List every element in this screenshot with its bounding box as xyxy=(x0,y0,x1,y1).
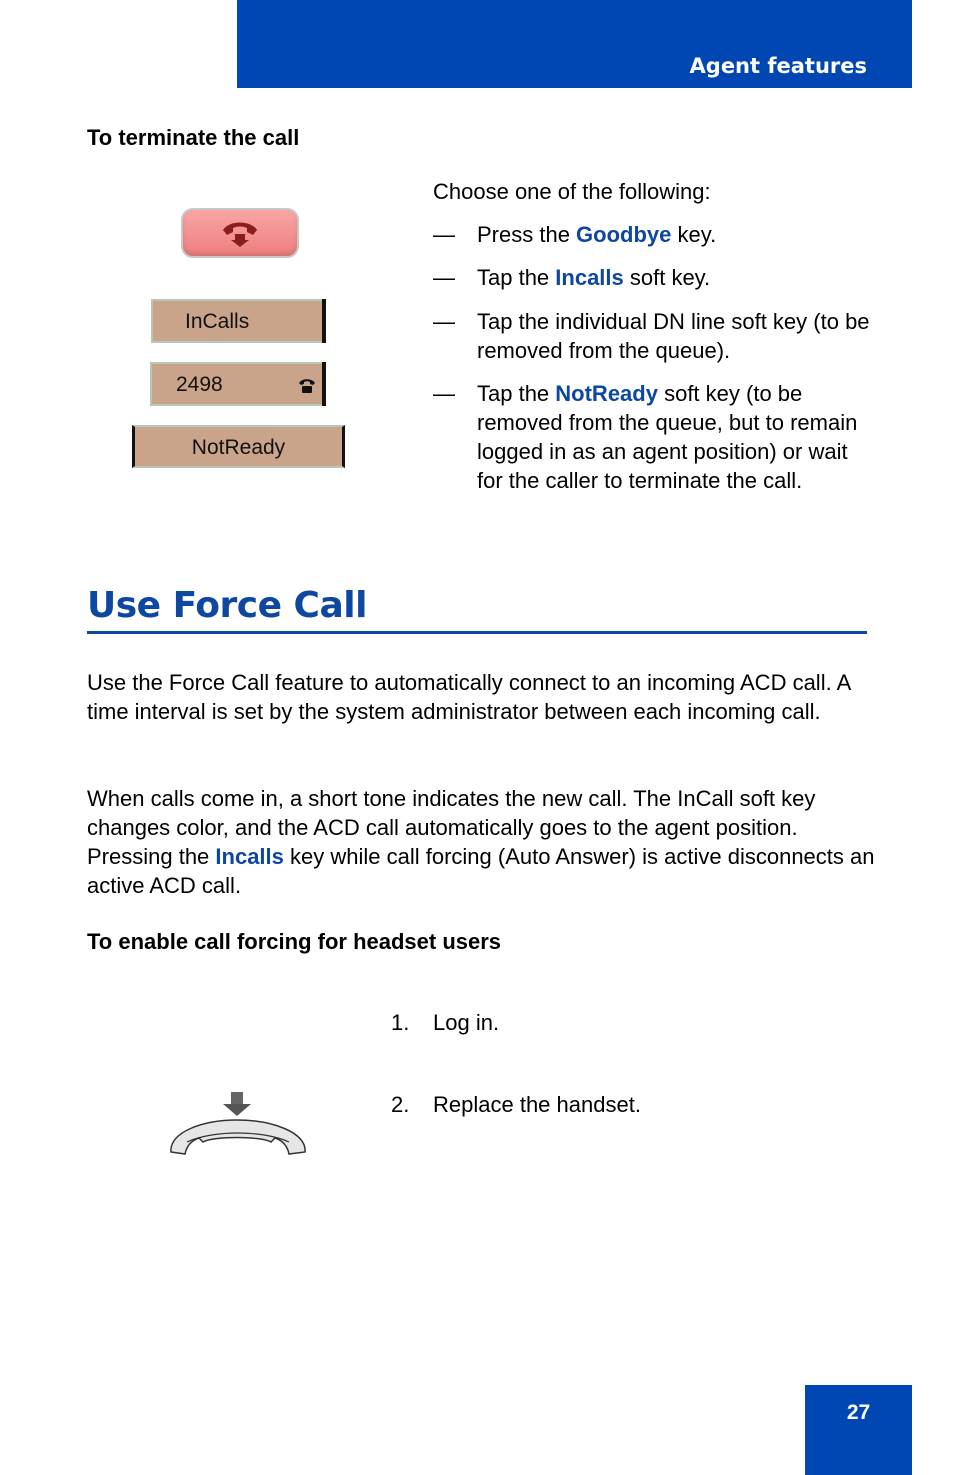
terminate-intro: Choose one of the following: xyxy=(433,179,711,204)
force-call-description: When calls come in, a short tone indicates the new call. The InCall soft key changes color, and the ACD call automatically goes to the agent position. Pressing the Incalls key while call forcing (Auto Answer) is active disconnects an active ACD call. xyxy=(87,786,875,898)
dn-line-softkey[interactable] xyxy=(150,362,326,406)
force-call-intro: Use the Force Call feature to automatically connect to an incoming ACD call. A time interval is set by the system administrator between each incoming call. xyxy=(87,670,851,724)
page-number: 27 xyxy=(846,1401,871,1424)
dn-line-softkey-label: 2498 xyxy=(176,373,223,396)
headset-subheading: To enable call forcing for headset users xyxy=(87,929,502,954)
header-title: Agent features xyxy=(689,54,867,78)
incalls-softkey[interactable] xyxy=(151,299,326,343)
header-bar xyxy=(237,0,912,88)
goodbye-keyword: Goodbye xyxy=(576,222,672,247)
incalls-softkey-label: InCalls xyxy=(185,310,250,333)
section-title: Use Force Call xyxy=(87,585,367,626)
section-rule xyxy=(87,631,867,634)
notready-softkey[interactable] xyxy=(132,425,345,468)
goodbye-key[interactable] xyxy=(181,208,299,258)
replace-handset-icon xyxy=(163,1090,313,1160)
page-number-box xyxy=(805,1385,912,1475)
terminate-heading: To terminate the call xyxy=(87,125,300,150)
goodbye-handset-icon xyxy=(183,210,297,256)
phone-icon xyxy=(298,378,316,394)
incalls-keyword-2: Incalls xyxy=(215,844,284,869)
notready-keyword: NotReady xyxy=(555,381,658,406)
notready-softkey-label: NotReady xyxy=(191,436,286,459)
incalls-keyword: Incalls xyxy=(555,265,624,290)
